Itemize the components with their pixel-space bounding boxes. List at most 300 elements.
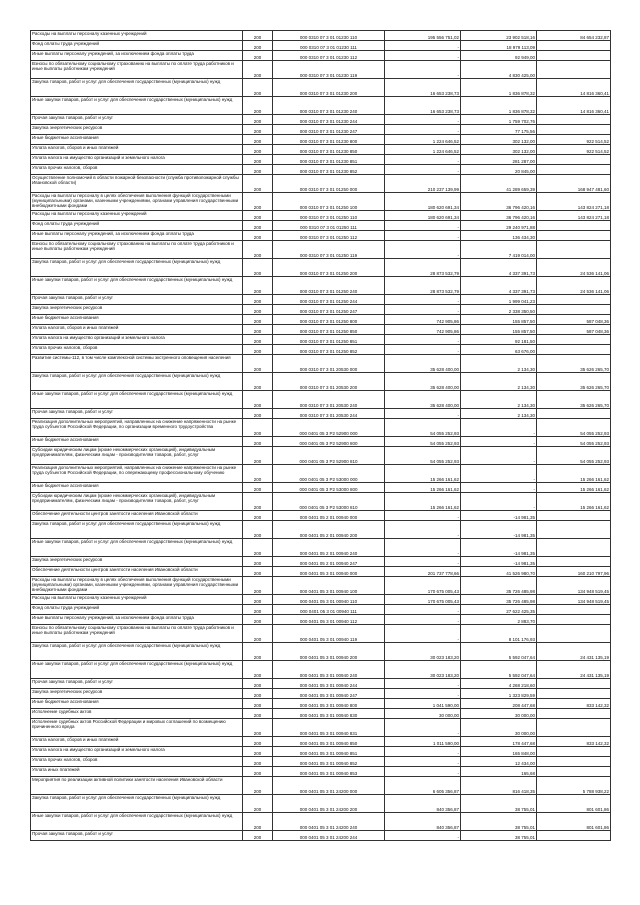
approved-amount-cell: -	[385, 747, 461, 757]
table-row	[31, 221, 611, 231]
line-code-cell: 200	[243, 437, 273, 447]
expense-name-cell: Реализация дополнительных мероприятий, направленных на снижение напряженности на рынке труда субъектов Российской Федерации, по организации временного трудоустройства	[31, 419, 243, 437]
approved-amount-cell: 28 873 532,79	[385, 277, 461, 295]
executed-amount-cell: 27 622 425,35	[461, 605, 537, 615]
approved-amount-cell: 35 628 400,00	[385, 373, 461, 391]
unexecuted-amount-cell: 134 948 519,45	[537, 577, 611, 595]
approved-amount-cell: -	[385, 689, 461, 699]
line-code-cell: 200	[243, 193, 273, 211]
unexecuted-amount-cell	[537, 615, 611, 625]
table-row	[31, 577, 611, 595]
executed-amount-cell: 36 796 420,16	[461, 193, 537, 211]
line-code-cell: 200	[243, 557, 273, 567]
unexecuted-amount-cell: 54 055 252,93	[537, 447, 611, 465]
approved-amount-cell: -	[385, 165, 461, 175]
classification-code-cell: 000 0401 05 3 01 00940 831	[273, 719, 385, 737]
line-code-cell: 200	[243, 661, 273, 679]
expense-name-cell: Иные закупки товаров, работ и услуг для обеспечения государственных (муниципальных) нужд	[31, 539, 243, 557]
line-code-cell: 200	[243, 521, 273, 539]
unexecuted-amount-cell: 922 514,52	[537, 145, 611, 155]
unexecuted-amount-cell: 833 142,32	[537, 699, 611, 709]
unexecuted-amount-cell	[537, 41, 611, 51]
unexecuted-amount-cell: 160 210 797,96	[537, 567, 611, 577]
expense-name-cell: Иные выплаты персоналу учреждений, за исключением фонда оплаты труда	[31, 51, 243, 61]
line-code-cell: 200	[243, 831, 273, 841]
classification-code-cell: 000 0401 05 3 01 00940 853	[273, 767, 385, 777]
unexecuted-amount-cell	[537, 61, 611, 79]
approved-amount-cell: -	[385, 61, 461, 79]
line-code-cell: 200	[243, 125, 273, 135]
expense-name-cell: Реализация дополнительных мероприятий, направленных на снижение напряженности на рынке труда субъектов Российской Федерации, по опережающему профессиональному обучению	[31, 465, 243, 483]
approved-amount-cell: 30 023 183,20	[385, 643, 461, 661]
classification-code-cell: 000 0401 05 3 Р2 52900 800	[273, 437, 385, 447]
approved-amount-cell: -	[385, 335, 461, 345]
unexecuted-amount-cell: 24 431 135,19	[537, 643, 611, 661]
classification-code-cell: 000 0401 05 3 Р2 53000 810	[273, 493, 385, 511]
line-code-cell: 200	[243, 539, 273, 557]
line-code-cell: 200	[243, 61, 273, 79]
table-row	[31, 625, 611, 643]
unexecuted-amount-cell	[537, 511, 611, 521]
expense-name-cell: Закупка энергетических ресурсов	[31, 305, 243, 315]
approved-amount-cell: -	[385, 295, 461, 305]
unexecuted-amount-cell	[537, 335, 611, 345]
executed-amount-cell: 136 434,30	[461, 231, 537, 241]
expense-name-cell: Закупка энергетических ресурсов	[31, 557, 243, 567]
approved-amount-cell: -	[385, 221, 461, 231]
line-code-cell: 200	[243, 315, 273, 325]
unexecuted-amount-cell: 15 266 161,62	[537, 483, 611, 493]
expense-name-cell: Субсидии юридическим лицам (кроме некоммерческих организаций), индивидуальным предпринимателям, физическим лицам - производителям товаров, работ, услуг	[31, 493, 243, 511]
expense-name-cell: Иные закупки товаров, работ и услуг для обеспечения государственных (муниципальных) нужд	[31, 97, 243, 115]
expense-name-cell: Фонд оплаты труда учреждений	[31, 221, 243, 231]
approved-amount-cell: 1 224 646,52	[385, 145, 461, 155]
line-code-cell: 200	[243, 231, 273, 241]
expense-name-cell: Уплата налогов, сборов и иных платежей	[31, 145, 243, 155]
line-code-cell: 200	[243, 115, 273, 125]
table-row	[31, 661, 611, 679]
approved-amount-cell: 1 041 590,00	[385, 699, 461, 709]
expense-name-cell: Закупка товаров, работ и услуг для обеспечения государственных (муниципальных) нужд	[31, 79, 243, 97]
expense-name-cell: Развитие системы-112, в том числе комплексной системы экстренного оповещения населения	[31, 355, 243, 373]
expense-name-cell: Иные бюджетные ассигнования	[31, 699, 243, 709]
unexecuted-amount-cell: 801 601,86	[537, 795, 611, 813]
line-code-cell: 200	[243, 777, 273, 795]
approved-amount-cell: -	[385, 409, 461, 419]
expense-name-cell: Фонд оплаты труда учреждений	[31, 41, 243, 51]
executed-amount-cell: 1 836 878,32	[461, 79, 537, 97]
table-row	[31, 483, 611, 493]
expense-name-cell: Закупка энергетических ресурсов	[31, 125, 243, 135]
expense-name-cell: Иные закупки товаров, работ и услуг для обеспечения государственных (муниципальных) нужд	[31, 391, 243, 409]
table-row	[31, 345, 611, 355]
expense-name-cell: Взносы по обязательному социальному страхованию на выплаты по оплате труда работников и иные выплаты работникам учреждений	[31, 241, 243, 259]
line-code-cell: 200	[243, 605, 273, 615]
line-code-cell: 200	[243, 305, 273, 315]
expense-name-cell: Расходы на выплаты персоналу в целях обеспечения выполнения функций государственными (муниципальными) органами, казенными учреждениями, органами управления государственными внебюджетными фондами	[31, 577, 243, 595]
expense-name-cell: Исполнение судебных актов Российской Федерации и мировых соглашений по возмещению причиненного вреда	[31, 719, 243, 737]
executed-amount-cell: 178 447,68	[461, 737, 537, 747]
classification-code-cell: 000 0310 07 3 01 20530 200	[273, 373, 385, 391]
line-code-cell: 200	[243, 97, 273, 115]
expense-name-cell: Мероприятия по реализации активной политики занятости населения Ивановской области	[31, 777, 243, 795]
approved-amount-cell: 30 023 183,20	[385, 661, 461, 679]
approved-amount-cell: 1 224 646,52	[385, 135, 461, 145]
executed-amount-cell: -	[461, 483, 537, 493]
table-row	[31, 51, 611, 61]
unexecuted-amount-cell	[537, 767, 611, 777]
expense-name-cell: Уплата налогов, сборов и иных платежей	[31, 737, 243, 747]
line-code-cell: 200	[243, 409, 273, 419]
executed-amount-cell: 36 796 420,16	[461, 211, 537, 221]
classification-code-cell: 000 0310 07 3 01 01250 244	[273, 295, 385, 305]
unexecuted-amount-cell	[537, 747, 611, 757]
line-code-cell: 200	[243, 709, 273, 719]
expense-name-cell: Обеспечение деятельности центров занятости населения Ивановской области	[31, 511, 243, 521]
executed-amount-cell: 41 526 980,70	[461, 567, 537, 577]
classification-code-cell: 000 0310 07 3 01 01230 119	[273, 61, 385, 79]
executed-amount-cell: 1 759 702,76	[461, 115, 537, 125]
executed-amount-cell: 302 132,00	[461, 145, 537, 155]
classification-code-cell: 000 0310 07 3 01 01250 850	[273, 325, 385, 335]
approved-amount-cell: 1 011 590,00	[385, 737, 461, 747]
table-row	[31, 795, 611, 813]
executed-amount-cell: 29 240 971,88	[461, 221, 537, 231]
unexecuted-amount-cell: 35 626 265,70	[537, 373, 611, 391]
approved-amount-cell: 15 266 161,62	[385, 483, 461, 493]
expense-name-cell: Прочая закупка товаров, работ и услуг	[31, 831, 243, 841]
expense-name-cell: Иные закупки товаров, работ и услуг для обеспечения государственных (муниципальных) нужд	[31, 661, 243, 679]
executed-amount-cell: -14 981,35	[461, 539, 537, 557]
table-row	[31, 79, 611, 97]
expense-name-cell: Иные выплаты персоналу учреждений, за исключением фонда оплаты труда	[31, 615, 243, 625]
table-row	[31, 567, 611, 577]
executed-amount-cell: 302 132,00	[461, 135, 537, 145]
approved-amount-cell: -	[385, 767, 461, 777]
executed-amount-cell: 4 268 218,60	[461, 679, 537, 689]
executed-amount-cell: 8 101 176,93	[461, 625, 537, 643]
executed-amount-cell: 41 289 659,39	[461, 175, 537, 193]
table-row	[31, 747, 611, 757]
line-code-cell: 200	[243, 595, 273, 605]
line-code-cell: 200	[243, 493, 273, 511]
table-row	[31, 709, 611, 719]
line-code-cell: 200	[243, 679, 273, 689]
unexecuted-amount-cell: 5 788 938,22	[537, 777, 611, 795]
table-row	[31, 241, 611, 259]
unexecuted-amount-cell: 168 947 481,60	[537, 175, 611, 193]
expense-name-cell: Уплата налога на имущество организаций и земельного налога	[31, 747, 243, 757]
table-row	[31, 211, 611, 221]
expense-name-cell: Иные закупки товаров, работ и услуг для обеспечения государственных (муниципальных) нужд	[31, 277, 243, 295]
approved-amount-cell: -	[385, 539, 461, 557]
executed-amount-cell: 1 836 878,32	[461, 97, 537, 115]
table-body	[31, 31, 611, 841]
line-code-cell: 200	[243, 567, 273, 577]
unexecuted-amount-cell: 35 626 265,70	[537, 391, 611, 409]
unexecuted-amount-cell: 14 816 360,41	[537, 79, 611, 97]
approved-amount-cell: 840 356,87	[385, 795, 461, 813]
table-row	[31, 409, 611, 419]
expense-name-cell: Иные бюджетные ассигнования	[31, 483, 243, 493]
line-code-cell: 200	[243, 165, 273, 175]
classification-code-cell: 000 0310 07 3 01 01230 852	[273, 165, 385, 175]
line-code-cell: 200	[243, 175, 273, 193]
classification-code-cell: 000 0310 07 3 01 01230 240	[273, 97, 385, 115]
expense-name-cell: Закупка товаров, работ и услуг для обеспечения государственных (муниципальных) нужд	[31, 259, 243, 277]
line-code-cell: 200	[243, 145, 273, 155]
approved-amount-cell: 54 055 252,93	[385, 447, 461, 465]
expense-name-cell: Субсидии юридическим лицам (кроме некоммерческих организаций), индивидуальным предпринимателям, физическим лицам - производителям товаров, работ, услуг	[31, 447, 243, 465]
classification-code-cell: 000 0310 07 3 01 01230 244	[273, 115, 385, 125]
unexecuted-amount-cell	[537, 625, 611, 643]
executed-amount-cell: 30 000,00	[461, 719, 537, 737]
classification-code-cell: 000 0310 07 3 01 01250 852	[273, 345, 385, 355]
classification-code-cell: 000 0401 05 3 Р2 52900 000	[273, 419, 385, 437]
classification-code-cell: 000 0401 05 3 Р2 53000 800	[273, 483, 385, 493]
table-row	[31, 335, 611, 345]
approved-amount-cell: 742 905,86	[385, 325, 461, 335]
approved-amount-cell: -	[385, 831, 461, 841]
approved-amount-cell: -	[385, 51, 461, 61]
classification-code-cell: 000 0310 07 3 01 01250 200	[273, 259, 385, 277]
approved-amount-cell: 15 266 161,62	[385, 465, 461, 483]
expense-name-cell: Закупка энергетических ресурсов	[31, 689, 243, 699]
line-code-cell: 200	[243, 211, 273, 221]
table-row	[31, 419, 611, 437]
line-code-cell: 200	[243, 625, 273, 643]
classification-code-cell: 000 0401 05 3 01 00940 240	[273, 661, 385, 679]
line-code-cell: 200	[243, 615, 273, 625]
line-code-cell: 200	[243, 511, 273, 521]
table-row	[31, 605, 611, 615]
unexecuted-amount-cell: 14 816 360,41	[537, 97, 611, 115]
unexecuted-amount-cell: 84 654 232,87	[537, 31, 611, 41]
unexecuted-amount-cell	[537, 241, 611, 259]
unexecuted-amount-cell	[537, 115, 611, 125]
approved-amount-cell: 742 905,86	[385, 315, 461, 325]
expense-name-cell: Расходы на выплаты персоналу казенных учреждений	[31, 211, 243, 221]
approved-amount-cell: 35 628 400,00	[385, 355, 461, 373]
expense-name-cell: Обеспечение деятельности центров занятости населения Ивановской области	[31, 567, 243, 577]
executed-amount-cell: 5 592 047,64	[461, 643, 537, 661]
classification-code-cell: 000 0310 07 3 01 01230 200	[273, 79, 385, 97]
classification-code-cell: 000 0401 05 3 01 00940 110	[273, 595, 385, 605]
executed-amount-cell: -14 981,35	[461, 521, 537, 539]
classification-code-cell: 000 0310 07 3 01 01250 240	[273, 277, 385, 295]
unexecuted-amount-cell: 143 824 271,18	[537, 211, 611, 221]
unexecuted-amount-cell	[537, 831, 611, 841]
line-code-cell: 200	[243, 155, 273, 165]
line-code-cell: 200	[243, 79, 273, 97]
executed-amount-cell: 165,68	[461, 767, 537, 777]
table-row	[31, 521, 611, 539]
unexecuted-amount-cell	[537, 757, 611, 767]
expense-name-cell: Прочая закупка товаров, работ и услуг	[31, 295, 243, 305]
line-code-cell: 200	[243, 795, 273, 813]
approved-amount-cell: 15 266 161,62	[385, 493, 461, 511]
executed-amount-cell: -14 981,35	[461, 511, 537, 521]
line-code-cell: 200	[243, 465, 273, 483]
classification-code-cell: 000 0310 07 3 01 01230 850	[273, 145, 385, 155]
executed-amount-cell: 2 134,30	[461, 355, 537, 373]
unexecuted-amount-cell	[537, 125, 611, 135]
expense-name-cell: Расходы на выплаты персоналу казенных учреждений	[31, 31, 243, 41]
executed-amount-cell: 1 323 829,59	[461, 689, 537, 699]
classification-code-cell: 000 0310 07 3 01 01250 800	[273, 315, 385, 325]
executed-amount-cell: -	[461, 447, 537, 465]
approved-amount-cell: 54 055 252,93	[385, 419, 461, 437]
budget-expenditure-table	[30, 30, 611, 841]
table-row	[31, 31, 611, 41]
expense-name-cell: Уплата налога на имущество организаций и земельного налога	[31, 155, 243, 165]
unexecuted-amount-cell: 922 514,52	[537, 135, 611, 145]
classification-code-cell: 000 0310 07 3 01 01230 111	[273, 41, 385, 51]
executed-amount-cell: 92 949,00	[461, 51, 537, 61]
unexecuted-amount-cell	[537, 155, 611, 165]
executed-amount-cell: 12 434,00	[461, 757, 537, 767]
unexecuted-amount-cell	[537, 409, 611, 419]
executed-amount-cell: 20 845,00	[461, 165, 537, 175]
unexecuted-amount-cell	[537, 557, 611, 567]
line-code-cell: 200	[243, 345, 273, 355]
unexecuted-amount-cell	[537, 221, 611, 231]
unexecuted-amount-cell: 35 626 265,70	[537, 355, 611, 373]
classification-code-cell: 000 0401 05 3 01 24200 244	[273, 831, 385, 841]
unexecuted-amount-cell: 587 048,36	[537, 315, 611, 325]
line-code-cell: 200	[243, 719, 273, 737]
expense-name-cell: Уплата прочих налогов, сборов	[31, 345, 243, 355]
expense-name-cell: Иные закупки товаров, работ и услуг для обеспечения государственных (муниципальных) нужд	[31, 813, 243, 831]
approved-amount-cell: -	[385, 757, 461, 767]
table-row	[31, 511, 611, 521]
executed-amount-cell: 5 592 047,64	[461, 661, 537, 679]
classification-code-cell: 000 0401 05 3 01 00940 100	[273, 577, 385, 595]
unexecuted-amount-cell	[537, 689, 611, 699]
approved-amount-cell: 195 556 751,02	[385, 31, 461, 41]
unexecuted-amount-cell	[537, 521, 611, 539]
line-code-cell: 200	[243, 335, 273, 345]
classification-code-cell: 000 0401 05 3 01 00940 112	[273, 615, 385, 625]
expense-name-cell: Закупка товаров, работ и услуг для обеспечения государственных (муниципальных) нужд	[31, 643, 243, 661]
unexecuted-amount-cell: 24 536 141,06	[537, 259, 611, 277]
unexecuted-amount-cell	[537, 305, 611, 315]
line-code-cell: 200	[243, 325, 273, 335]
approved-amount-cell: -	[385, 125, 461, 135]
approved-amount-cell: 840 356,87	[385, 813, 461, 831]
table-row	[31, 175, 611, 193]
table-row	[31, 373, 611, 391]
table-row	[31, 699, 611, 709]
table-row	[31, 391, 611, 409]
unexecuted-amount-cell	[537, 539, 611, 557]
classification-code-cell: 000 0401 05 2 01 00940 200	[273, 521, 385, 539]
table-row	[31, 41, 611, 51]
executed-amount-cell: 7 419 014,00	[461, 241, 537, 259]
executed-amount-cell: 23 902 518,16	[461, 31, 537, 41]
unexecuted-amount-cell: 15 266 161,62	[537, 493, 611, 511]
executed-amount-cell: 92 181,50	[461, 335, 537, 345]
approved-amount-cell: -	[385, 41, 461, 51]
unexecuted-amount-cell: 801 601,86	[537, 813, 611, 831]
table-row	[31, 61, 611, 79]
line-code-cell: 200	[243, 31, 273, 41]
expense-name-cell: Взносы по обязательному социальному страхованию на выплаты по оплате труда работников и иные выплаты работникам учреждений	[31, 61, 243, 79]
table-row	[31, 595, 611, 605]
approved-amount-cell: -	[385, 625, 461, 643]
expense-name-cell: Осуществление полномочий в области пожарной безопасности (служба противопожарной службы Ивановской области)	[31, 175, 243, 193]
executed-amount-cell: 30 000,00	[461, 709, 537, 719]
approved-amount-cell: -	[385, 231, 461, 241]
unexecuted-amount-cell	[537, 679, 611, 689]
expense-name-cell: Взносы по обязательному социальному страхованию на выплаты по оплате труда работников и иные выплаты работникам учреждений	[31, 625, 243, 643]
expense-name-cell: Уплата налогов, сборов и иных платежей	[31, 325, 243, 335]
executed-amount-cell: 2 883,70	[461, 615, 537, 625]
expense-name-cell: Расходы на выплаты персоналу казенных учреждений	[31, 595, 243, 605]
expense-name-cell: Исполнение судебных актов	[31, 709, 243, 719]
approved-amount-cell: 16 653 238,73	[385, 79, 461, 97]
line-code-cell: 200	[243, 643, 273, 661]
classification-code-cell: 000 0401 05 3 01 00940 119	[273, 625, 385, 643]
unexecuted-amount-cell	[537, 295, 611, 305]
executed-amount-cell: 4 830 425,00	[461, 61, 537, 79]
classification-code-cell: 000 0401 05 3 01 00940 830	[273, 709, 385, 719]
approved-amount-cell: -	[385, 241, 461, 259]
classification-code-cell: 000 0401 05 2 01 00940 247	[273, 557, 385, 567]
unexecuted-amount-cell: 134 948 519,45	[537, 595, 611, 605]
expense-name-cell: Фонд оплаты труда учреждений	[31, 605, 243, 615]
executed-amount-cell: 4 337 391,73	[461, 277, 537, 295]
executed-amount-cell: 816 418,35	[461, 777, 537, 795]
expense-name-cell: Уплата прочих налогов, сборов	[31, 165, 243, 175]
approved-amount-cell: 35 628 400,00	[385, 391, 461, 409]
table-row	[31, 643, 611, 661]
table-row	[31, 97, 611, 115]
table-row	[31, 325, 611, 335]
classification-code-cell: 000 0310 07 3 01 20530 000	[273, 355, 385, 373]
expense-name-cell: Закупка товаров, работ и услуг для обеспечения государственных (муниципальных) нужд	[31, 373, 243, 391]
budget-report-sheet	[30, 30, 610, 841]
executed-amount-cell: 281 287,00	[461, 155, 537, 165]
unexecuted-amount-cell	[537, 605, 611, 615]
approved-amount-cell: -	[385, 155, 461, 165]
table-row	[31, 757, 611, 767]
expense-name-cell: Уплата налога на имущество организаций и земельного налога	[31, 335, 243, 345]
classification-code-cell: 000 0401 05 3 01 00940 000	[273, 567, 385, 577]
unexecuted-amount-cell	[537, 345, 611, 355]
executed-amount-cell: 208 447,68	[461, 699, 537, 709]
executed-amount-cell: 165 848,00	[461, 747, 537, 757]
expense-name-cell: Закупка товаров, работ и услуг для обеспечения государственных (муниципальных) нужд	[31, 795, 243, 813]
classification-code-cell: 000 0310 07 3 01 20530 240	[273, 391, 385, 409]
expense-name-cell: Прочая закупка товаров, работ и услуг	[31, 409, 243, 419]
approved-amount-cell: 180 620 691,34	[385, 211, 461, 221]
table-row	[31, 557, 611, 567]
expense-name-cell: Расходы на выплаты персоналу в целях обеспечения выполнения функций государственными (муниципальными) органами, казенными учреждениями, органами управления государственными внебюджетными фондами	[31, 193, 243, 211]
line-code-cell: 200	[243, 51, 273, 61]
classification-code-cell: 000 0401 05 3 Р2 53000 000	[273, 465, 385, 483]
classification-code-cell: 000 0310 07 3 01 01250 111	[273, 221, 385, 231]
classification-code-cell: 000 0401 05 3 01 00940 111	[273, 605, 385, 615]
executed-amount-cell: 77 175,56	[461, 125, 537, 135]
table-row	[31, 679, 611, 689]
approved-amount-cell: -	[385, 679, 461, 689]
executed-amount-cell: 35 726 485,98	[461, 577, 537, 595]
classification-code-cell: 000 0310 07 3 01 01230 800	[273, 135, 385, 145]
executed-amount-cell: 155 857,50	[461, 315, 537, 325]
classification-code-cell: 000 0310 07 3 01 01250 247	[273, 305, 385, 315]
line-code-cell: 200	[243, 483, 273, 493]
